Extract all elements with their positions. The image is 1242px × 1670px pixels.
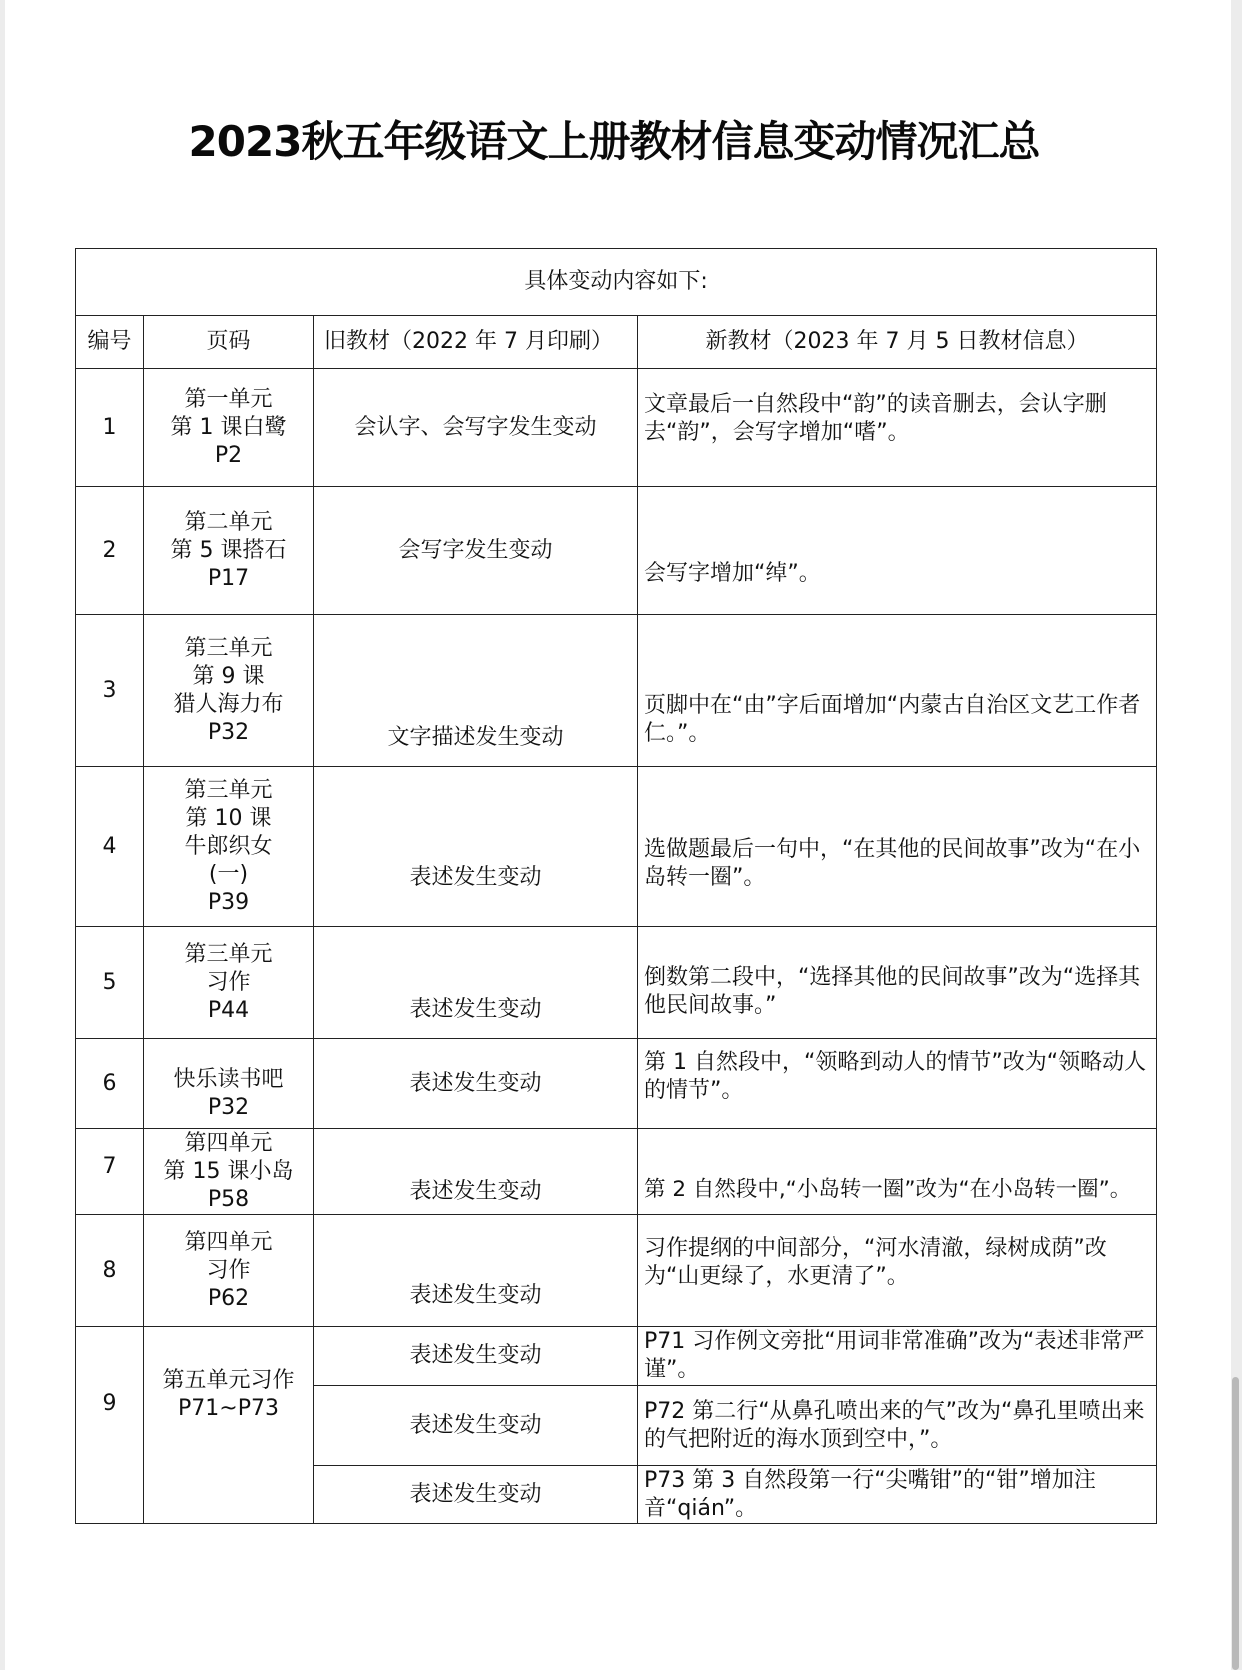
row-old: 表述发生变动	[314, 1327, 638, 1386]
row-num: 9	[76, 1327, 144, 1524]
row-page-line: 第三单元	[184, 777, 273, 803]
header-row	[76, 316, 1157, 369]
row-page-line: (一)	[208, 861, 249, 887]
table-row	[76, 615, 1157, 767]
row-page-line: P62	[207, 1285, 250, 1311]
row-old: 表述发生变动	[314, 1039, 638, 1129]
row-num: 5	[76, 927, 144, 1039]
row-page-line: P71~P73	[178, 1396, 279, 1421]
row-page-line: 快乐读书吧	[173, 1066, 284, 1092]
table-row	[76, 927, 1157, 1039]
row-new: P73 第 3 自然段第一行“尖嘴钳”的“钳”增加注音“qián”。	[638, 1466, 1157, 1524]
row-page	[144, 767, 314, 927]
row-page-line: 牛郎织女	[184, 833, 273, 859]
scrollbar-thumb[interactable]	[1232, 1377, 1239, 1670]
row-page-line: 第三单元	[184, 941, 273, 967]
row-page	[144, 369, 314, 487]
row-page-line: 习作	[206, 969, 251, 995]
row-page-line: P44	[207, 997, 250, 1023]
row-page-line: 第 5 课搭石	[170, 537, 287, 563]
row-old: 文字描述发生变动	[314, 615, 638, 767]
row-old: 会写字发生变动	[314, 487, 638, 615]
row-page-line: 第四单元	[184, 1229, 273, 1255]
row-num: 2	[76, 487, 144, 615]
header-old: 旧教材（2022 年 7 月印刷）	[314, 316, 638, 369]
row-num: 7	[76, 1129, 144, 1215]
row-page-line: 第 1 课白鹭	[170, 414, 287, 440]
row-page-line: 第一单元	[184, 386, 273, 412]
table-banner: 具体变动内容如下:	[76, 249, 1157, 316]
row-page-line: 第五单元习作	[162, 1368, 295, 1393]
header-page: 页码	[144, 316, 314, 369]
header-new: 新教材（2023 年 7 月 5 日教材信息）	[638, 316, 1157, 369]
row-num: 4	[76, 767, 144, 927]
changes-table	[75, 248, 1157, 1524]
row-num: 3	[76, 615, 144, 767]
row-page-line: P32	[207, 719, 250, 745]
row-new: 页脚中在“由”字后面增加“内蒙古自治区文艺工作者仁。”。	[638, 615, 1157, 767]
row-new: 倒数第二段中，“选择其他的民间故事”改为“选择其他民间故事。”	[638, 927, 1157, 1039]
row-new: 选做题最后一句中，“在其他的民间故事”改为“在小岛转一圈”。	[638, 767, 1157, 927]
banner-row	[76, 249, 1157, 316]
row-num: 8	[76, 1215, 144, 1327]
row-page	[144, 615, 314, 767]
row-new: P71 习作例文旁批“用词非常准确”改为“表述非常严谨”。	[638, 1327, 1157, 1386]
table-row	[76, 767, 1157, 927]
table-row	[76, 369, 1157, 487]
row-old: 表述发生变动	[314, 1129, 638, 1215]
row-old: 表述发生变动	[314, 767, 638, 927]
row-new: 习作提纲的中间部分，“河水清澈，绿树成荫”改为“山更绿了，水更清了”。	[638, 1215, 1157, 1327]
row-page-line: 第 9 课	[192, 663, 265, 689]
row-page	[144, 1215, 314, 1327]
table-row	[76, 1129, 1157, 1215]
row-page	[144, 1129, 314, 1215]
row-page-line: 第四单元	[184, 1130, 273, 1156]
document-page	[5, 0, 1231, 1670]
row-page-line: 第三单元	[184, 635, 273, 661]
row-page-line: P17	[207, 565, 250, 591]
row-page-line: P39	[207, 889, 250, 915]
row-old: 表述发生变动	[314, 1466, 638, 1524]
row-page-line: P32	[207, 1094, 250, 1120]
row-new: 第 2 自然段中,“小岛转一圈”改为“在小岛转一圈”。	[638, 1129, 1157, 1215]
row-old: 表述发生变动	[314, 1215, 638, 1327]
row-page-line: 习作	[206, 1257, 251, 1283]
row-new: 会写字增加“绰”。	[638, 487, 1157, 615]
header-num: 编号	[76, 316, 144, 369]
row-new: 文章最后一自然段中“韵”的读音删去，会认字删去“韵”，会写字增加“嗜”。	[638, 369, 1157, 487]
row-new: 第 1 自然段中，“领略到动人的情节”改为“领略动人的情节”。	[638, 1039, 1157, 1129]
row-page	[144, 487, 314, 615]
table-row	[76, 1327, 1157, 1386]
row-old: 会认字、会写字发生变动	[314, 369, 638, 487]
row-new: P72 第二行“从鼻孔喷出来的气”改为“鼻孔里喷出来的气把附近的海水顶到空中，”。	[638, 1386, 1157, 1466]
row-old: 表述发生变动	[314, 927, 638, 1039]
table-row	[76, 487, 1157, 615]
row-page-line: P2	[214, 442, 243, 468]
row-page-line: 猎人海力布	[173, 691, 284, 717]
row-page-line: 第二单元	[184, 509, 273, 535]
row-page-line: 第 15 课小岛	[163, 1158, 294, 1184]
row-num: 6	[76, 1039, 144, 1129]
row-old: 表述发生变动	[314, 1386, 638, 1466]
row-page	[144, 1327, 314, 1524]
row-page	[144, 1039, 314, 1129]
row-num: 1	[76, 369, 144, 487]
table-row	[76, 1039, 1157, 1129]
row-page-line: 第 10 课	[185, 805, 272, 831]
row-page	[144, 927, 314, 1039]
table-row	[76, 1215, 1157, 1327]
document-title: 2023秋五年级语文上册教材信息变动情况汇总	[188, 117, 1040, 166]
row-page-line: P58	[207, 1186, 250, 1212]
